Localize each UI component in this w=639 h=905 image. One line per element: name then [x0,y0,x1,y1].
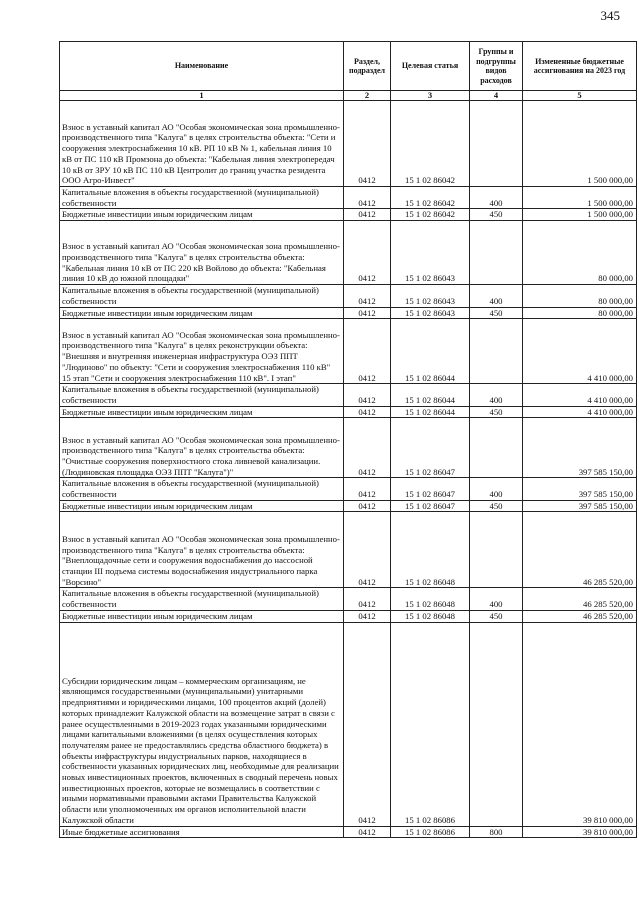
row-amount: 397 585 150,00 [523,478,637,500]
row-name: Капитальные вложения в объекты государственной (муниципальной) собственности [60,478,344,500]
row-section: 0412 [344,512,391,588]
row-section: 0412 [344,588,391,610]
row-section: 0412 [344,319,391,384]
row-amount: 39 810 000,00 [523,826,637,838]
row-group: 400 [470,285,523,307]
row-section: 0412 [344,209,391,221]
row-group: 400 [470,478,523,500]
row-target: 15 1 02 86044 [391,384,470,406]
row-amount: 46 285 520,00 [523,610,637,622]
table-row [60,512,637,588]
row-name: Бюджетные инвестиции иным юридическим лицам [60,406,344,418]
row-section: 0412 [344,418,391,478]
header-section: Раздел, подраздел [344,42,391,91]
table-row [60,418,637,478]
row-target: 15 1 02 86044 [391,406,470,418]
row-group: 400 [470,588,523,610]
table-row [60,221,637,285]
table-row [60,307,637,319]
table-row [60,622,637,826]
page-number: 345 [600,8,620,23]
column-number: 3 [391,91,470,101]
row-group: 450 [470,406,523,418]
row-amount: 4 410 000,00 [523,319,637,384]
row-amount: 80 000,00 [523,221,637,285]
table-row [60,478,637,500]
row-target: 15 1 02 86086 [391,826,470,838]
row-amount: 397 585 150,00 [523,500,637,512]
row-group [470,221,523,285]
row-section: 0412 [344,622,391,826]
row-name: Бюджетные инвестиции иным юридическим лицам [60,307,344,319]
row-section: 0412 [344,610,391,622]
row-group: 450 [470,307,523,319]
row-group: 450 [470,610,523,622]
row-name: Капитальные вложения в объекты государственной (муниципальной) собственности [60,187,344,209]
row-amount: 80 000,00 [523,285,637,307]
column-number: 1 [60,91,344,101]
row-target: 15 1 02 86048 [391,610,470,622]
row-target: 15 1 02 86086 [391,622,470,826]
row-name: Капитальные вложения в объекты государственной (муниципальной) собственности [60,285,344,307]
row-section: 0412 [344,101,391,187]
row-group [470,622,523,826]
header-name: Наименование [60,42,344,91]
row-target: 15 1 02 86044 [391,319,470,384]
budget-table [59,41,637,838]
row-amount: 80 000,00 [523,307,637,319]
header-groups: Группы и подгруппы видов расходов [470,42,523,91]
header-target: Целевая статья [391,42,470,91]
row-section: 0412 [344,500,391,512]
row-name: Бюджетные инвестиции иным юридическим лицам [60,500,344,512]
row-group: 400 [470,384,523,406]
row-name: Субсидии юридическим лицам – коммерческим организациям, не являющимся государственными (муниципальными) унитарными предприятиями и юридическими лицами, 100 процентов акций (долей) которых принадлежит Калужской области на возмещение затрат в связи с ранее осуществленными в 2019-2023 годах указанными юридическими лицами капитальными вложениями (в целях осуществления которых получателям ранее не предоставлялись средства областного бюджета) в объекты инфраструктуры индустриальных парков, находящиеся в собственности указанных юридических лиц, необходимые для реализации новых инвестиционных проектов, включенных в сводный перечень новых инвестиционных проектов, которые не возмещались в соответствии с иными нормативными правовыми актами Правительства Калужской области или уполномоченных им органов исполнительной власти Калужской области [60,622,344,826]
row-section: 0412 [344,221,391,285]
column-numbers-row [60,91,637,101]
row-amount: 4 410 000,00 [523,406,637,418]
row-amount: 46 285 520,00 [523,512,637,588]
table-row [60,588,637,610]
row-group: 450 [470,500,523,512]
row-section: 0412 [344,384,391,406]
table-header-row [60,42,637,91]
row-target: 15 1 02 86043 [391,221,470,285]
row-target: 15 1 02 86043 [391,285,470,307]
row-amount: 1 500 000,00 [523,209,637,221]
row-name: Взнос в уставный капитал АО "Особая экономическая зона промышленно-производственного типа "Калуга" в целях строительства объекта: "Кабельная линия 10 кВ от ПС 220 кВ Войлово до объекта: "Кабельная линия 10 кВ до южной площадки" [60,221,344,285]
row-target: 15 1 02 86048 [391,512,470,588]
table-row [60,209,637,221]
row-amount: 4 410 000,00 [523,384,637,406]
row-target: 15 1 02 86042 [391,101,470,187]
table-row [60,826,637,838]
row-target: 15 1 02 86042 [391,187,470,209]
row-section: 0412 [344,406,391,418]
table-row [60,187,637,209]
row-name: Капитальные вложения в объекты государственной (муниципальной) собственности [60,588,344,610]
row-group [470,512,523,588]
column-number: 4 [470,91,523,101]
table-row [60,406,637,418]
row-name: Бюджетные инвестиции иным юридическим лицам [60,209,344,221]
row-group: 400 [470,187,523,209]
table-row [60,610,637,622]
row-name: Капитальные вложения в объекты государственной (муниципальной) собственности [60,384,344,406]
row-name: Иные бюджетные ассигнования [60,826,344,838]
row-group [470,319,523,384]
column-number: 2 [344,91,391,101]
row-name: Взнос в уставный капитал АО "Особая экономическая зона промышленно-производственного типа "Калуга" в целях строительства объекта: "Внеплощадочные сети и сооружения водоснабжения до нассосной станции III подъема системы водоснабжения индустриального парка "Ворсино" [60,512,344,588]
row-amount: 397 585 150,00 [523,418,637,478]
row-amount: 46 285 520,00 [523,588,637,610]
row-section: 0412 [344,826,391,838]
row-name: Взнос в уставный капитал АО "Особая экономическая зона промышленно-производственного типа "Калуга" в целях реконструкции объекта: "Внешняя и внутренняя инженерная инфраструктура ОЭЗ ППТ "Людиново" по объекту: "Сети и сооружения электроснабжения 110 кВ" 15 этап "Сети и сооружения электроснабжения 110 кВ". I этап" [60,319,344,384]
row-target: 15 1 02 86043 [391,307,470,319]
row-section: 0412 [344,285,391,307]
row-group: 450 [470,209,523,221]
row-section: 0412 [344,307,391,319]
row-amount: 1 500 000,00 [523,101,637,187]
row-target: 15 1 02 86042 [391,209,470,221]
row-target: 15 1 02 86047 [391,418,470,478]
row-target: 15 1 02 86048 [391,588,470,610]
column-number: 5 [523,91,637,101]
row-group: 800 [470,826,523,838]
table-row [60,384,637,406]
row-name: Взнос в уставный капитал АО "Особая экономическая зона промышленно-производственного типа "Калуга" в целях строительства объекта: "Очистные сооружения поверхностного стока ливневой канализации. (Людиновская площадка ОЭЗ ППТ "Калуга")" [60,418,344,478]
row-target: 15 1 02 86047 [391,478,470,500]
header-amount: Измененные бюджетные ассигнования на 2023 год [523,42,637,91]
row-amount: 1 500 000,00 [523,187,637,209]
row-section: 0412 [344,187,391,209]
table-row [60,500,637,512]
row-target: 15 1 02 86047 [391,500,470,512]
table-row [60,319,637,384]
row-name: Бюджетные инвестиции иным юридическим лицам [60,610,344,622]
row-group [470,101,523,187]
row-section: 0412 [344,478,391,500]
table-row [60,285,637,307]
row-group [470,418,523,478]
table-row [60,101,637,187]
row-name: Взнос в уставный капитал АО "Особая экономическая зона промышленно-производственного типа "Калуга" в целях строительства объекта: "Сети и сооружения электроснабжения 10 кВ. РП 10 кВ № 1, кабельная линия 10 кВ от ПС 110 кВ Промзона до объекта: "Кабельная линия электропередач 10 кВ от ЗРУ 10 кВ ПС 110 кВ Центролит до границ участка резидента ООО Агро-Инвест" [60,101,344,187]
row-amount: 39 810 000,00 [523,622,637,826]
